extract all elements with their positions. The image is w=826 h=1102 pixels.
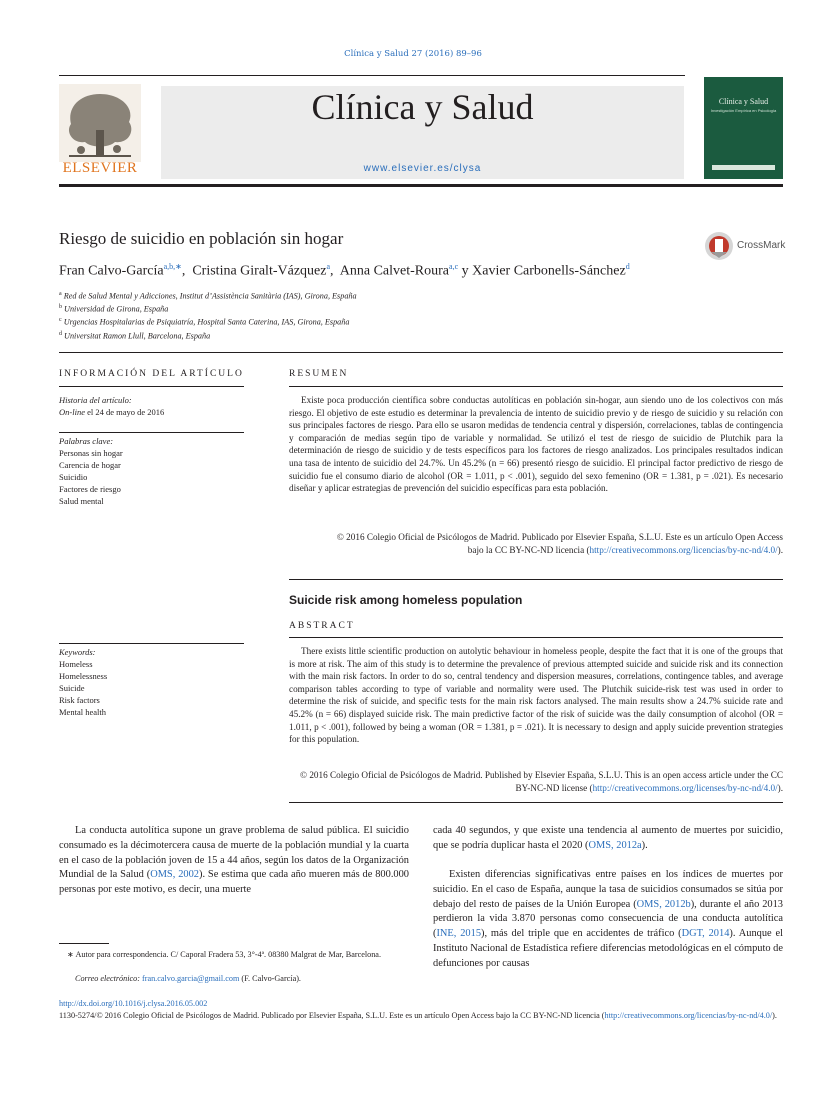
journal-reference[interactable]: Clínica y Salud 27 (2016) 89–96 (344, 49, 482, 59)
keyword-item: Homelessness (59, 671, 108, 681)
affiliation-item: $^a$ Red de Salud Mental y Adicciones, Institut d’Assistència Sanitària (IAS), Girona, España (59, 291, 357, 301)
resumen-copyright: © 2016 Colegio Oficial de Psicólogos de Madrid. Publicado por Elsevier España, S.L.U. Este es un artículo Open Access bajo la CC BY-NC-ND licencia (http://creativecommons.org/licencias/by-nc-nd/4.0/). (336, 532, 783, 555)
cover-subtitle: Investigación Empírica en Psicología (710, 108, 777, 113)
abstract-end-rule (289, 802, 783, 803)
author-4-affiliation[interactable]: d (625, 262, 630, 271)
resumen-rule (289, 386, 783, 387)
doi-link[interactable]: http://dx.doi.org/10.1016/j.clysa.2016.05.002 (59, 999, 208, 1008)
footnote-rule (59, 943, 109, 944)
author-1[interactable]: Fran Calvo-García (59, 263, 164, 279)
email-link[interactable]: fran.calvo.garcia@gmail.com (142, 974, 240, 983)
citation-link[interactable]: OMS, 2012b (636, 898, 691, 910)
citation-link[interactable]: DGT, 2014 (681, 928, 730, 940)
license-footer: 1130-5274/© 2016 Colegio Oficial de Psicólogos de Madrid. Publicado por Elsevier España, S.L.U. Este es un artículo Open Access bajo la CC BY-NC-ND licencia (http://creativecommons.org/licencias/by-nc-nd/4.0/). (59, 1011, 777, 1020)
journal-title: Clínica y Salud (311, 87, 534, 127)
resumen-end-rule (289, 579, 783, 580)
body-left-paragraph: La conducta autolítica supone un grave problema de salud pública. El suicidio consumado es la décimotercera causa de muerte de la población mundial y la cuarta en el caso de la población joven de 15 a 44 años, según los datos de la Organización Mundial de la Salud (OMS, 2002). Se estima que cada año mueren más de 800.000 personas por este motivo, es decir, una muerte (59, 825, 410, 896)
crossmark-label: CrossMark (737, 240, 786, 251)
corresponding-author-note: ∗ Autor para correspondencia. C/ Caporal Fradera 53, 3°-4ª. 08380 Malgrat de Mar, Barcelona. (67, 950, 381, 959)
header-thick-rule (59, 184, 783, 187)
affiliation-item: $^b$ Universidad de Girona, España (59, 304, 169, 314)
abstract-copyright: © 2016 Colegio Oficial de Psicólogos de Madrid. Published by Elsevier España, S.L.U. This is an open access article under the CC BY-NC-ND license (http://creativecommons.org/licenses/by-nc-nd/4.0/). (300, 770, 783, 793)
author-3[interactable]: Anna Calvet-Roura (339, 263, 450, 279)
abstract-license-link[interactable]: http://creativecommons.org/licenses/by-nc-nd/4.0/ (592, 782, 778, 793)
keywords-en: Keywords: Homeless Homelessness Suicide Risk factors Mental health (59, 646, 244, 718)
author-2[interactable]: Cristina Giralt-Vázquez (192, 263, 327, 279)
crossmark-badge[interactable] (703, 230, 785, 262)
header-rule (59, 75, 685, 76)
keyword-item: Homeless (59, 659, 93, 669)
publisher-wordmark: ELSEVIER (62, 160, 138, 176)
article-info-heading: INFORMACIÓN DEL ARTÍCULO (59, 369, 244, 379)
body-right-paragraph-2: Existen diferencias significativas entre países en los índices de muertes por suicidio. En el caso de España, aunque la tasa de suicidios consumados se sitúa por debajo del resto de países de la Unión Europea (OMS, 2012b), durante el año 2013 perdieron la vida 3.870 personas como consecuencia de una conducta autolítica (INE, 2015), más del triple que en accidentes de tráfico (DGT, 2014). Aunque el Instituto Nacional de Estadística refiere diferencias metodológicas en el cómputo de defunciones por causas (433, 869, 783, 969)
info-rule (59, 432, 244, 433)
article-history: Historia del artículo: On-line el 24 de mayo de 2016 (59, 395, 165, 417)
affiliations (59, 289, 357, 342)
info-rule (59, 386, 244, 387)
author-4[interactable]: Xavier Carbonells-Sánchez (472, 263, 626, 279)
crossmark-icon (703, 230, 735, 262)
cover-title: Clínica y Salud (718, 97, 769, 106)
citation-link[interactable]: OMS, 2002 (150, 869, 199, 881)
keyword-item: Factores de riesgo (59, 484, 121, 494)
keyword-item: Suicide (59, 683, 85, 693)
info-rule (59, 643, 244, 644)
resumen-heading: RESUMEN (289, 369, 349, 379)
email-note: Correo electrónico: fran.calvo.garcia@gmail.com (F. Calvo-García). (75, 974, 301, 983)
resumen-license-link[interactable]: http://creativecommons.org/licencias/by-nc-nd/4.0/ (589, 544, 778, 555)
journal-cover-image (704, 77, 783, 179)
abstract-heading: ABSTRACT (289, 621, 355, 631)
keyword-item: Personas sin hogar (59, 448, 123, 458)
resumen-text: Existe poca producción científica sobre conductas autolíticas en población sin-hogar, aun siendo uno de los colectivos con más riesgo. El objetivo de este estudio es determinar la prevalencia de intento de suicidio previo y de riesgo de suicidio y su relación con sus principales factores de riesgo. Para ello se usaron medidas de tendencia central y dispersión, correlaciones, tablas de contingencia y comparación de medias según tipo de variable y normalidad. Se utilizó el test de riesgo de suicidio de Plutchik para la determinación de riesgo de suicidio y de tests específicos para los factores de riesgo analizados. Los principales resultados indican una tasa de intento de suicidio del 24.7%. Un 45.2% (n = 66) presentó riesgo de suicidio. El principal factor predictivo de riesgo de suicidio fue el consumo diario de alcohol (OR = 1.011, p < .001), seguido del sexo femenino (OR = 1.381, p = .021). Es necesario diseñar y aplicar estrategias de prevención del suicidio específicas para esta población. (289, 395, 783, 494)
abstract-rule (289, 637, 783, 638)
section-rule (59, 352, 783, 353)
affiliation-item: $^d$ Universitat Ramon Llull, Barcelona, España (59, 330, 211, 341)
author-list: Fran Calvo-García$^{a,b,∗}$, Cristina Giralt-Vázquez$^a$, Anna Calvet-Roura$^{a,c}$ y Xavier Carbonells-Sánchez$^d$ (59, 262, 630, 279)
article-title: Riesgo de suicidio en población sin hogar (59, 229, 344, 248)
english-title: Suicide risk among homeless population (289, 593, 523, 607)
journal-url-link[interactable]: www.elsevier.es/clysa (363, 163, 482, 174)
keyword-item: Suicidio (59, 472, 88, 482)
author-1-affiliation[interactable]: a,b,∗ (163, 262, 182, 271)
keyword-item: Salud mental (59, 496, 104, 506)
elsevier-logo (59, 84, 141, 180)
keywords-es: Palabras clave: Personas sin hogar Carencia de hogar Suicidio Factores de riesgo Salud mental (59, 435, 244, 507)
author-2-affiliation[interactable]: a (326, 262, 331, 271)
author-3-affiliation[interactable]: a,c (449, 262, 459, 271)
affiliation-item: $^c$ Urgencias Hospitalarias de Psiquiatría, Hospital Santa Caterina, IAS, Girona, España (59, 317, 350, 328)
keyword-item: Risk factors (59, 695, 100, 705)
keyword-item: Mental health (59, 707, 106, 717)
cover-decoration (712, 165, 775, 170)
citation-link[interactable]: INE, 2015 (436, 928, 482, 940)
citation-link[interactable]: OMS, 2012a (588, 839, 642, 851)
body-right-paragraph-1: cada 40 segundos, y que existe una tendencia al aumento de muertes por suicidio, que se podría duplicar hasta el 2020 (OMS, 2012a). (433, 825, 783, 851)
footer-license-link[interactable]: http://creativecommons.org/licencias/by-nc-nd/4.0/ (604, 1011, 773, 1020)
keyword-item: Carencia de hogar (59, 460, 121, 470)
abstract-text: There exists little scientific production on autolytic behaviour in homeless people, despite the fact that it is one of the groups that is more at risk. The aim of this study is to determine the prevalence of previous attempted suicide and suicide risk and its connection with the main risk factors. In order to do so, central tendency and dispersion measures, correlations, contingence tables, and average comparison tables according to type of variable and normality were used. The Plutchik suicide-risk test was used in order to determine the risk of suicide, and specific tests for the main risk factors analysed. The main results show a 24.7% suicide rate and 45.2% (n = 66) displayed suicide risk. The main predictive factor of the risk of suicide was the daily consumption of alcohol (OR = 1.011, p < .001), followed by being a woman (OR = 1.381, p = .021). It is necessary to design and apply suicide prevention strategies for this population. (289, 646, 783, 745)
